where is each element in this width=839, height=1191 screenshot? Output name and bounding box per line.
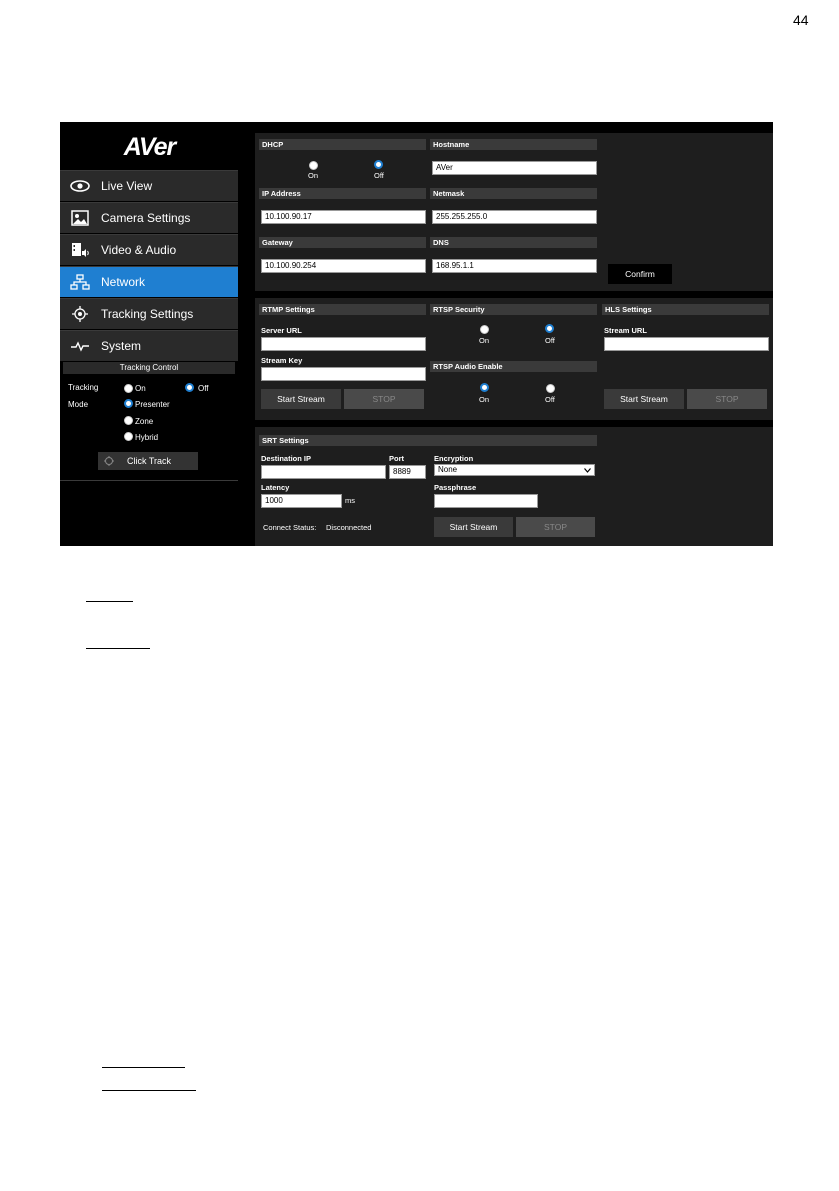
nav-camera-settings[interactable] xyxy=(60,202,238,233)
hostname-title: Hostname xyxy=(430,139,597,150)
rtmp-title: RTMP Settings xyxy=(259,304,426,315)
ip-address-title: IP Address xyxy=(259,188,426,199)
click-track-label: Click Track xyxy=(127,456,172,466)
srt-stop-button[interactable]: STOP xyxy=(516,517,595,537)
dhcp-title: DHCP xyxy=(259,139,426,150)
port-label: Port xyxy=(389,454,404,463)
connect-status-label: Connect Status: xyxy=(263,523,317,532)
rtmp-stop-button[interactable]: STOP xyxy=(344,389,424,409)
dns-field[interactable]: 168.95.1.1 xyxy=(432,259,597,273)
hostname-field[interactable]: AVer xyxy=(432,161,597,175)
srt-start-stream-button[interactable]: Start Stream xyxy=(434,517,513,537)
mode-hybrid-label: Hybrid xyxy=(135,433,159,442)
underline-mark-3 xyxy=(102,1067,185,1068)
underline-mark-2 xyxy=(86,648,150,649)
nav-network-label: Network xyxy=(101,275,146,289)
nav-tracking-settings[interactable] xyxy=(60,298,238,329)
tracking-label: Tracking xyxy=(68,383,99,392)
chevron-down-icon xyxy=(584,468,591,473)
rtsp-audio-on-radio[interactable] xyxy=(480,383,489,392)
pulse-icon xyxy=(70,338,90,354)
rtsp-audio-title: RTSP Audio Enable xyxy=(430,361,597,372)
sidebar xyxy=(60,122,239,546)
encryption-selected-value: None xyxy=(438,465,458,474)
nav-camera-settings-label: Camera Settings xyxy=(101,211,191,225)
confirm-button[interactable]: Confirm xyxy=(608,264,672,284)
encryption-select[interactable] xyxy=(434,464,595,476)
network-icon xyxy=(70,274,90,290)
rtsp-audio-on-label: On xyxy=(479,395,490,404)
nav-live-view[interactable] xyxy=(60,170,238,201)
rtsp-security-title: RTSP Security xyxy=(430,304,597,315)
port-field[interactable]: 8889 xyxy=(389,465,426,479)
dhcp-on-radio[interactable] xyxy=(309,161,318,170)
stream-url-label: Stream URL xyxy=(604,326,647,335)
latency-unit: ms xyxy=(345,496,355,505)
underline-mark-1 xyxy=(86,601,133,602)
tracking-off-radio[interactable] xyxy=(185,383,194,392)
mode-zone-label: Zone xyxy=(135,417,154,426)
sidebar-empty-area xyxy=(60,480,238,546)
web-ui-screenshot xyxy=(60,122,773,546)
destination-ip-label: Destination IP xyxy=(261,454,312,463)
eye-icon xyxy=(70,178,90,194)
rtsp-audio-off-radio[interactable] xyxy=(546,384,555,393)
nav-system-label: System xyxy=(101,339,142,353)
rtsp-security-on-label: On xyxy=(479,336,490,345)
nav-tracking-settings-label: Tracking Settings xyxy=(101,307,194,321)
ip-address-field[interactable]: 10.100.90.17 xyxy=(261,210,426,224)
logo-area xyxy=(60,122,239,170)
nav-video-audio[interactable] xyxy=(60,234,238,265)
hls-title: HLS Settings xyxy=(602,304,769,315)
rtsp-audio-off-label: Off xyxy=(545,395,555,404)
stream-key-label: Stream Key xyxy=(261,356,303,365)
stream-url-field[interactable] xyxy=(604,337,769,351)
page-number: 44 xyxy=(793,12,809,28)
netmask-field[interactable]: 255.255.255.0 xyxy=(432,210,597,224)
click-target-icon xyxy=(104,456,114,466)
mode-presenter-radio[interactable] xyxy=(124,399,133,408)
server-url-field[interactable] xyxy=(261,337,426,351)
mode-presenter-label: Presenter xyxy=(135,400,170,409)
netmask-title: Netmask xyxy=(430,188,597,199)
gateway-title: Gateway xyxy=(259,237,426,248)
video-audio-icon xyxy=(70,242,90,258)
aver-logo: AVer xyxy=(123,133,176,161)
click-track-button[interactable] xyxy=(98,452,198,470)
encryption-label: Encryption xyxy=(434,454,474,463)
dns-title: DNS xyxy=(430,237,597,248)
crosshair-icon xyxy=(70,306,90,322)
tracking-control-title: Tracking Control xyxy=(63,362,235,374)
tracking-on-label: On xyxy=(135,384,146,393)
passphrase-label: Passphrase xyxy=(434,483,477,492)
hls-start-stream-button[interactable]: Start Stream xyxy=(604,389,684,409)
destination-ip-field[interactable] xyxy=(261,465,386,479)
hls-stop-button[interactable]: STOP xyxy=(687,389,767,409)
rtsp-security-on-radio[interactable] xyxy=(480,325,489,334)
mode-hybrid-radio[interactable] xyxy=(124,432,133,441)
connect-status-value: Disconnected xyxy=(326,523,372,532)
nav-system[interactable] xyxy=(60,330,238,361)
rtsp-security-off-radio[interactable] xyxy=(545,324,554,333)
mode-zone-radio[interactable] xyxy=(124,416,133,425)
server-url-label: Server URL xyxy=(261,326,302,335)
dhcp-on-label: On xyxy=(308,171,319,180)
nav-live-view-label: Live View xyxy=(101,179,153,193)
nav-network[interactable] xyxy=(60,266,238,297)
dhcp-off-radio[interactable] xyxy=(374,160,383,169)
latency-field[interactable]: 1000 xyxy=(261,494,342,508)
rtsp-security-off-label: Off xyxy=(545,336,555,345)
gateway-field[interactable]: 10.100.90.254 xyxy=(261,259,426,273)
passphrase-field[interactable] xyxy=(434,494,538,508)
image-icon xyxy=(70,210,90,226)
mode-label: Mode xyxy=(68,400,89,409)
rtmp-start-stream-button[interactable]: Start Stream xyxy=(261,389,341,409)
latency-label: Latency xyxy=(261,483,290,492)
dhcp-off-label: Off xyxy=(374,171,384,180)
nav-video-audio-label: Video & Audio xyxy=(101,243,177,257)
stream-key-field[interactable] xyxy=(261,367,426,381)
tracking-off-label: Off xyxy=(198,384,209,393)
srt-title: SRT Settings xyxy=(259,435,597,446)
underline-mark-4 xyxy=(102,1090,196,1091)
tracking-on-radio[interactable] xyxy=(124,384,133,393)
